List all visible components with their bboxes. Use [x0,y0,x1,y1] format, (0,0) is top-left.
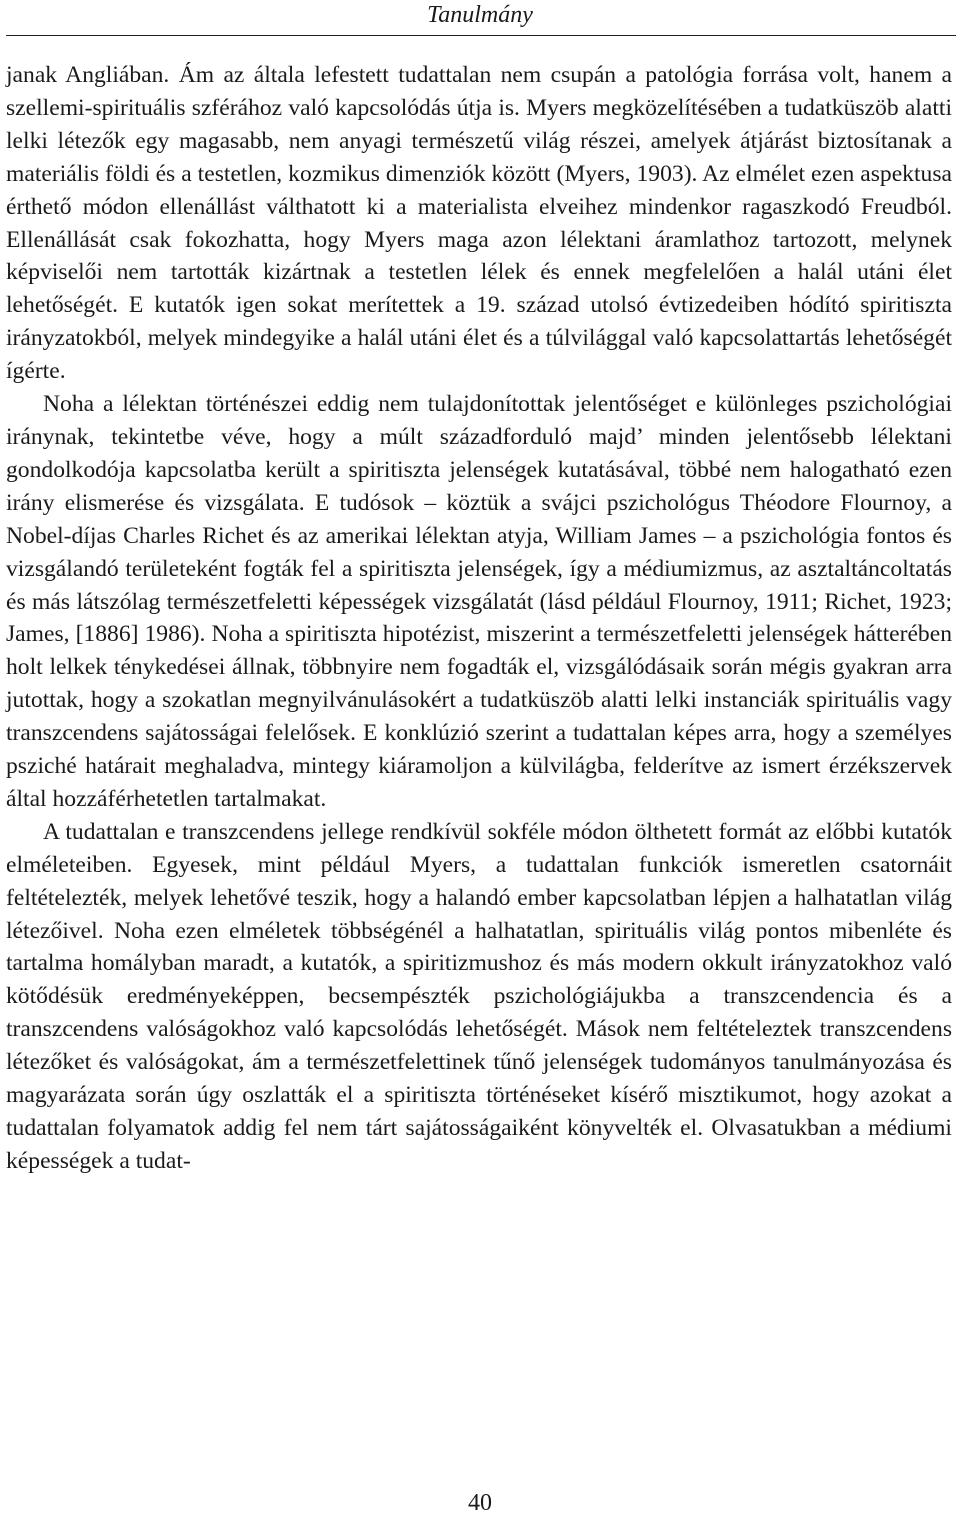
paragraph: Noha a lélektan történészei eddig nem tulajdonítottak jelentőséget e különleges pszichológiai iránynak, tekintetbe véve, hogy a múlt századforduló majd’ minden jelentősebb lélektani gondolkodója kapcsolatba került a spiritiszta jelenségek kutatásával, többé nem halogatható ezen irány elismerése és vizsgálata. E tudósok – köztük a svájci pszichológus Théodore Flournoy, a Nobel-díjas Charles Richet és az amerikai lélektan atyja, William James – a pszichológia fontos és vizsgálandó területeként fogták fel a spiritiszta jelenségek, így a médiumizmus, az asztaltáncoltatás és más látszólag természetfeletti képességek vizsgálatát (lásd például Flournoy, 1911; Richet, 1923; James, [1886] 1986). Noha a spiritiszta hipotézist, miszerint a természetfeletti jelenségek hátterében holt lelkek ténykedései állnak, többnyire nem fogadták el, vizsgálódásaik során mégis gyakran arra jutottak, hogy a szokatlan megnyilvánulásokért a tudatküszöb alatti lelki instanciák spirituális vagy transzcendens sajátosságai felelősek. E konklúzió szerint a tudattalan képes arra, hogy a személyes psziché határait meghaladva, mintegy kiáramoljon a külvilágba, felderítve az ismert érzékszervek által hozzáférhetetlen tartalmakat. [6,391,952,812]
page-number: 40 [468,1490,492,1516]
header-rule [6,35,956,36]
paragraph: A tudattalan e transzcendens jellege rendkívül sokféle módon ölthetett formát az előbbi kutatók elméleteiben. Egyesek, mint például Myers, a tudattalan funkciók ismeretlen csatornáit feltételezték, melyek lehetővé teszik, hogy a halandó ember kapcsolatban lépjen a halhatatlan világ létezőivel. Noha ezen elméletek többségénél a halhatatlan, spirituális világ pontos mibenléte és tartalma homályban maradt, a kutatók, a spiritizmushoz és más modern okkult irányzatokhoz való kötődésük eredményeképpen, becsempészték pszichológiájukba a transzcendencia és a transzcendens valóságokhoz való kapcsolódás lehetőségét. Mások nem feltételeztek transzcendens létezőket és valóságokat, ám a természetfelettinek tűnő jelenségek tudományos tanulmányozása és magyarázata során úgy oszlatták el a spiritiszta történéseket kísérő misztikumot, hogy azokat a tudattalan folyamatok addig fel nem tárt sajátosságaiként könyvelték el. Olvasatukban a médiumi képességek a tudat- [6,818,952,1174]
article-body [6,59,952,1178]
paragraph-continued: janak Angliában. Ám az általa lefestett tudattalan nem csupán a patológia forrása volt, hanem a szellemi-spirituális szférához való kapcsolódás útja is. Myers megközelítésében a tudatküszöb alatti lelki létezők egy magasabb, nem anyagi természetű világ részei, amelyek átjárást biztosítanak a materiális földi és a testetlen, kozmikus dimenziók között (Myers, 1903). Az elmélet ezen aspektusa érthető módon ellenállást válthatott ki a materialista elveihez mindenkor ragaszkodó Freudból. Ellenállását csak fokozhatta, hogy Myers maga azon lélektani áramlathoz tartozott, melynek képviselői nem tartották kizártnak a testetlen lélek és ennek megfelelően a halál utáni élet lehetőségét. E kutatók igen sokat merítettek a 19. század utolsó évtizedeiben hódító spiritiszta irányzatokból, melyek mindegyike a halál utáni élet és a túlvilággal való kapcsolattartás lehetőségét ígérte. [6,62,952,385]
running-head: Tanulmány [427,2,533,28]
